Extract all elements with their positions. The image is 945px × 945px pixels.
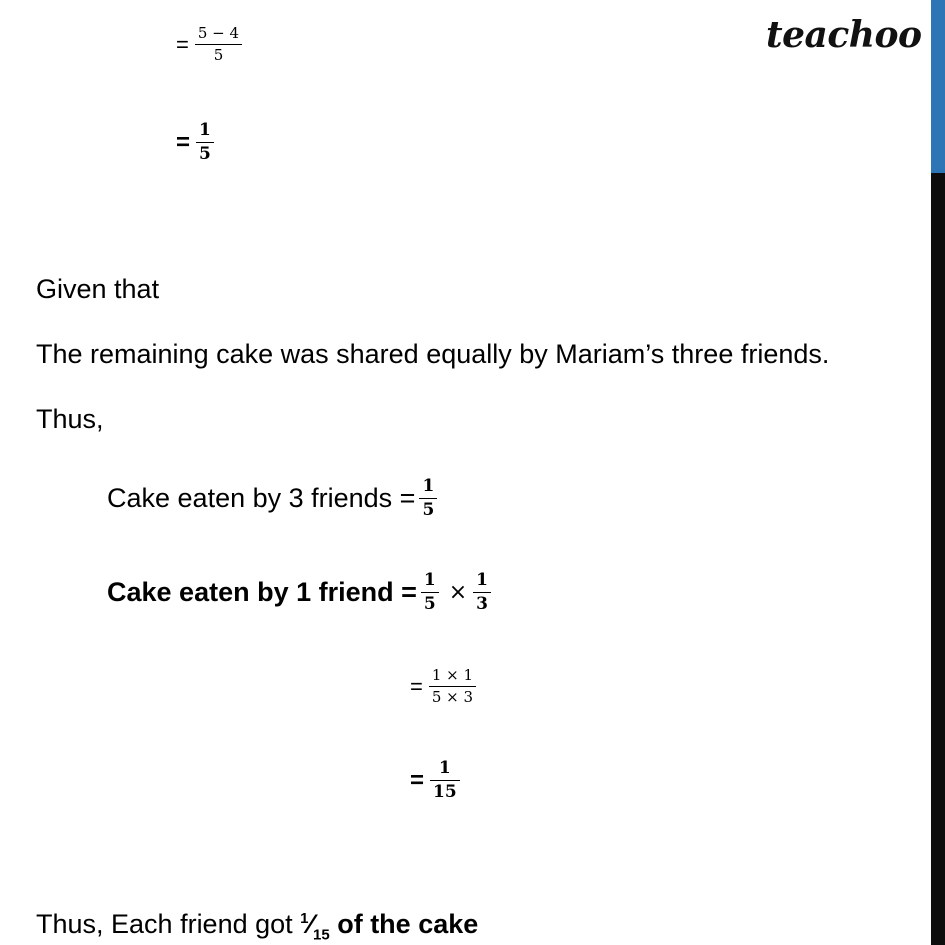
conclusion-line	[36, 911, 478, 942]
thus-text: Thus,	[36, 404, 104, 434]
remaining-cake-text: The remaining cake was shared equally by Mariam’s three friends.	[36, 339, 830, 369]
fraction-bar	[473, 592, 491, 593]
inline-denominator: 15	[313, 926, 330, 944]
numerator: 5 − 4	[197, 24, 240, 42]
equals-sign: =	[410, 766, 425, 794]
one-friend-label: Cake eaten by 1 friend =	[107, 577, 417, 607]
denominator: 5	[422, 500, 435, 520]
numerator: 1	[422, 476, 435, 496]
conclusion-suffix: of the cake	[329, 909, 479, 939]
step-fraction-5-minus-4	[176, 26, 242, 63]
fraction-bar	[195, 44, 242, 45]
equals-sign: =	[176, 128, 191, 156]
inline-numerator: 1	[300, 910, 309, 927]
fraction-bar	[429, 686, 476, 687]
three-friends-label: Cake eaten by 3 friends =	[107, 483, 416, 513]
equals-sign: =	[410, 673, 423, 699]
times-sign: ×	[448, 580, 468, 605]
inline-fraction	[300, 909, 330, 944]
one-friend-line	[107, 572, 491, 613]
fraction	[196, 122, 214, 163]
fraction	[421, 572, 439, 613]
sidebar-accent-bar	[931, 0, 945, 173]
fraction-bar	[421, 592, 439, 593]
fraction-bar	[196, 142, 214, 143]
denominator: 5	[199, 144, 211, 164]
three-friends-line	[107, 478, 437, 519]
step-product-fraction	[410, 668, 476, 705]
fraction-bar	[430, 780, 460, 781]
denominator: 5 × 3	[431, 688, 474, 706]
numerator: 1	[476, 570, 489, 590]
right-sidebar	[931, 0, 945, 945]
numerator: 1	[423, 570, 436, 590]
fraction	[419, 478, 437, 519]
numerator: 1 × 1	[431, 666, 474, 684]
numerator: 1	[438, 758, 451, 778]
teachoo-logo: teachoo	[766, 14, 922, 56]
denominator: 15	[433, 782, 457, 802]
step-fraction-one-fifteenth	[410, 760, 460, 801]
fraction-bar	[419, 498, 437, 499]
denominator: 5	[423, 594, 436, 614]
fraction	[430, 760, 460, 801]
step-fraction-one-fifth	[176, 122, 214, 163]
given-that-text: Given that	[36, 274, 160, 304]
conclusion-prefix: Thus, Each friend got	[36, 909, 301, 939]
denominator: 5	[213, 46, 224, 64]
fraction	[473, 572, 491, 613]
inline-slash: ⁄	[308, 909, 314, 939]
numerator: 1	[199, 120, 211, 140]
fraction	[195, 26, 242, 63]
equals-sign: =	[176, 31, 189, 57]
fraction	[429, 668, 476, 705]
denominator: 3	[476, 594, 489, 614]
